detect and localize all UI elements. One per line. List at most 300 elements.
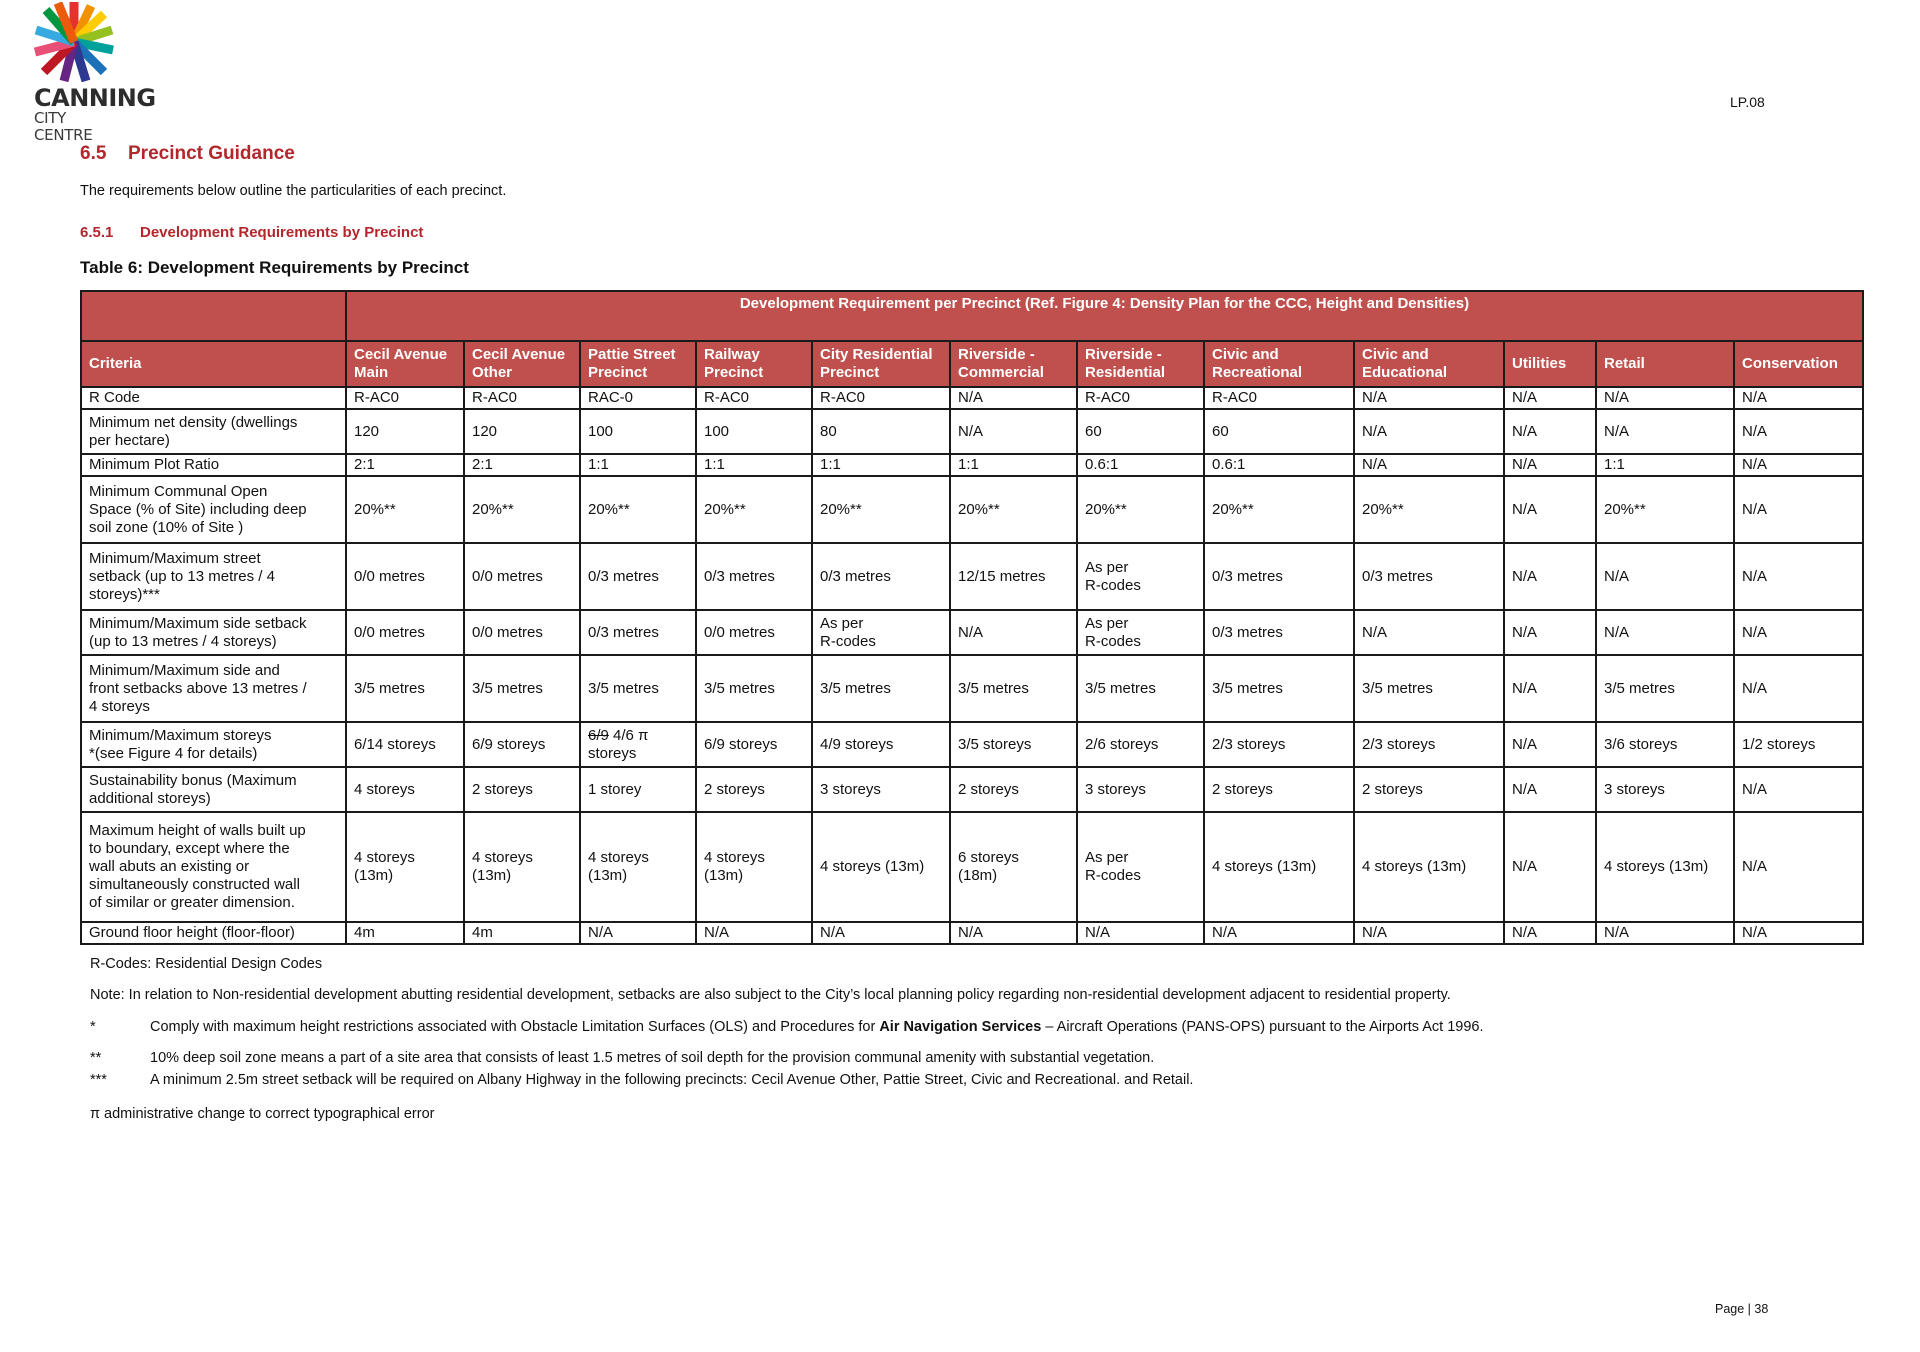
table-cell: [1734, 722, 1863, 767]
cell-line: 0/3 metres: [820, 567, 891, 585]
table-cell: [950, 655, 1077, 722]
rcodes-definition: R-Codes: Residential Design Codes: [90, 956, 323, 972]
cell-line: Minimum Communal Open: [89, 482, 268, 500]
cell-line: 120: [354, 422, 380, 440]
cell-line: Precinct: [588, 364, 648, 381]
cell-line: 0.6:1: [1085, 456, 1119, 473]
cell-line: R-AC0: [1085, 389, 1131, 406]
cell-line: N/A: [1512, 389, 1538, 406]
table-cell: [812, 610, 950, 655]
cell-line: 3/5 metres: [1212, 679, 1283, 697]
table-cell: [1354, 409, 1504, 454]
table-row: [81, 409, 1863, 454]
cell-line: 120: [472, 422, 498, 440]
cell-line: N/A: [1362, 623, 1388, 641]
table-super-header: Development Requirement per Precinct (Ref. Figure 4: Density Plan for the CCC, Height and Densities): [346, 291, 1863, 341]
table-cell: [464, 655, 580, 722]
criteria-cell: [81, 767, 346, 812]
table-cell: [1734, 922, 1863, 944]
table-cell: [696, 767, 812, 812]
table-cell: [580, 812, 696, 922]
table-row: [81, 610, 1863, 655]
table-cell: [346, 476, 464, 543]
column-header: [580, 341, 696, 387]
column-header: [1354, 341, 1504, 387]
cell-line: additional storeys): [89, 789, 211, 807]
cell-line: 3/5 metres: [1604, 679, 1675, 697]
cell-line: soil zone (10% of Site ): [89, 518, 244, 536]
cell-line: N/A: [1512, 567, 1538, 585]
table-cell: [812, 655, 950, 722]
table-cell: [1504, 767, 1596, 812]
table-cell: [1077, 922, 1204, 944]
table-cell: [1504, 409, 1596, 454]
cell-line: Railway: [704, 346, 760, 363]
cell-line: 0/3 metres: [1362, 567, 1433, 585]
table-cell: [696, 454, 812, 476]
table-cell: [696, 387, 812, 409]
table-row: [81, 922, 1863, 944]
cell-line: 3/5 storeys: [958, 735, 1032, 753]
table-cell: [1077, 722, 1204, 767]
table-cell: [1077, 812, 1204, 922]
cell-line: R-AC0: [354, 389, 400, 406]
table-cell: [1077, 476, 1204, 543]
cell-line: 1:1: [704, 456, 725, 473]
cell-line: 1:1: [1604, 456, 1625, 473]
table-cell: [1354, 655, 1504, 722]
cell-line: N/A: [1512, 456, 1538, 473]
cell-line: Minimum/Maximum side setback: [89, 614, 307, 632]
table-cell: [696, 812, 812, 922]
cell-line: Riverside -: [1085, 346, 1162, 363]
table-cell: [1504, 387, 1596, 409]
table-cell: [580, 454, 696, 476]
table-cell: [464, 767, 580, 812]
cell-line: N/A: [1512, 858, 1538, 875]
cell-line: N/A: [1512, 735, 1538, 753]
column-header: [1734, 341, 1863, 387]
table-cell: [1354, 812, 1504, 922]
cell-line: 2 storeys: [1362, 780, 1423, 798]
cell-line: 4 storeys (13m): [1604, 858, 1709, 875]
table-cell: [464, 922, 580, 944]
cell-line: N/A: [1512, 679, 1538, 697]
cell-line: Ground floor height (floor-floor): [89, 924, 295, 941]
table-cell: [696, 476, 812, 543]
cell-line: 2:1: [354, 456, 375, 473]
criteria-cell: [81, 454, 346, 476]
table-cell: [1204, 722, 1354, 767]
cell-line: 0/0 metres: [472, 567, 543, 585]
cell-line: to boundary, except where the: [89, 840, 290, 857]
footnote-bold-text: Air Navigation Services: [879, 1019, 1042, 1035]
table-row: [81, 722, 1863, 767]
cell-line: 1:1: [820, 456, 841, 473]
cell-line: N/A: [1604, 567, 1630, 585]
cell-line: As per: [1085, 849, 1129, 866]
table-cell: [346, 610, 464, 655]
table-cell: [1354, 476, 1504, 543]
cell-line: N/A: [1362, 389, 1388, 406]
table-cell: [1354, 922, 1504, 944]
table-cell: [464, 722, 580, 767]
table-cell: [580, 610, 696, 655]
table-cell: [1596, 722, 1734, 767]
cell-line: N/A: [1512, 780, 1538, 798]
table-cell: [464, 409, 580, 454]
cell-line: 2/3 storeys: [1362, 735, 1436, 753]
footnote-mark: **: [90, 1050, 102, 1066]
table-cell: [1504, 543, 1596, 610]
criteria-cell: [81, 655, 346, 722]
table-cell: [464, 812, 580, 922]
table-cell: [1204, 812, 1354, 922]
cell-line: N/A: [1512, 500, 1538, 518]
section-heading: [80, 143, 295, 165]
criteria-header: Criteria: [81, 341, 346, 387]
criteria-cell: [81, 812, 346, 922]
cell-line: 0/0 metres: [472, 623, 543, 641]
cell-line: N/A: [1604, 422, 1630, 440]
cell-line: (13m): [354, 867, 394, 884]
cell-line: R-AC0: [704, 389, 750, 406]
table-cell: [812, 722, 950, 767]
table-cell: [1354, 387, 1504, 409]
cell-line: 1:1: [958, 456, 979, 473]
cell-line: 3/5 metres: [1362, 679, 1433, 697]
table-cell: [1596, 409, 1734, 454]
cell-line: Cecil Avenue: [354, 346, 448, 363]
cell-line: setback (up to 13 metres / 4: [89, 567, 275, 585]
table-row: [81, 543, 1863, 610]
criteria-cell: [81, 409, 346, 454]
cell-line: Minimum/Maximum street: [89, 549, 261, 567]
table-cell: [580, 387, 696, 409]
cell-line: of similar or greater dimension.: [89, 894, 295, 911]
table-cell: [812, 767, 950, 812]
cell-line: 0/3 metres: [704, 567, 775, 585]
cell-line: 20%**: [1362, 500, 1404, 518]
cell-line: N/A: [1212, 924, 1238, 941]
criteria-cell: [81, 610, 346, 655]
cell-line: R-AC0: [820, 389, 866, 406]
cell-line: N/A: [1512, 924, 1538, 941]
table-cell: [346, 409, 464, 454]
table-row: [81, 767, 1863, 812]
table-cell: [1734, 476, 1863, 543]
table-cell: [812, 812, 950, 922]
cell-line: N/A: [1604, 389, 1630, 406]
column-header: [1504, 341, 1596, 387]
table-cell: [1504, 610, 1596, 655]
cell-line: (13m): [472, 867, 512, 884]
table-cell: [812, 543, 950, 610]
cell-line: 0.6:1: [1212, 456, 1246, 473]
table-cell: [346, 722, 464, 767]
cell-line: As per: [1085, 614, 1129, 632]
cell-line: R-codes: [1085, 632, 1141, 650]
cell-line: 4/6 π: [613, 726, 649, 744]
cell-line: Main: [354, 364, 389, 381]
table-cell: [1596, 454, 1734, 476]
table-cell: [1596, 476, 1734, 543]
cell-line: 2 storeys: [704, 780, 765, 798]
cell-line: N/A: [1604, 623, 1630, 641]
column-header: [346, 341, 464, 387]
table-cell: [812, 409, 950, 454]
table-cell: [1504, 476, 1596, 543]
cell-line: 4 storeys: [472, 849, 533, 866]
cell-line: 0/0 metres: [704, 623, 775, 641]
table-cell: [1596, 610, 1734, 655]
table-cell: [346, 922, 464, 944]
cell-line: N/A: [1362, 456, 1388, 473]
cell-line: Cecil Avenue: [472, 346, 566, 363]
cell-line: 20%**: [472, 500, 514, 518]
table-cell: [696, 655, 812, 722]
cell-line: 2/6 storeys: [1085, 735, 1159, 753]
table-cell: [1354, 767, 1504, 812]
cell-line: N/A: [958, 924, 984, 941]
table-cell: [696, 409, 812, 454]
table-cell: [1204, 454, 1354, 476]
cell-line: Riverside -: [958, 346, 1035, 363]
cell-line: 4m: [472, 924, 493, 941]
cell-line: Residential: [1085, 364, 1166, 381]
intro-paragraph: The requirements below outline the particularities of each precinct.: [80, 183, 507, 199]
cell-line: 3/5 metres: [472, 679, 543, 697]
cell-line: storeys: [588, 744, 637, 762]
cell-line: N/A: [588, 924, 614, 941]
cell-line: R-codes: [1085, 576, 1141, 594]
logo-name: CANNING: [34, 84, 156, 112]
cell-line: Minimum net density (dwellings: [89, 413, 298, 431]
table-cell: [346, 454, 464, 476]
cell-line: wall abuts an existing or: [89, 858, 250, 875]
cell-line: per hectare): [89, 431, 170, 449]
table-cell: [1596, 812, 1734, 922]
cell-line: N/A: [1742, 456, 1768, 473]
table-row: [81, 655, 1863, 722]
general-note: Note: In relation to Non-residential development abutting residential development, setbacks are also subject to the City’s local planning policy regarding non-residential development adjacent to residential property.: [90, 987, 1451, 1003]
cell-line: R-AC0: [472, 389, 518, 406]
cell-line: 2:1: [472, 456, 493, 473]
table-cell: [346, 387, 464, 409]
table-cell: [950, 387, 1077, 409]
cell-line: (13m): [588, 867, 628, 884]
cell-line: storeys)***: [89, 585, 160, 603]
table-cell: [1354, 543, 1504, 610]
footnote-star-2: [90, 1050, 1154, 1066]
cell-line: Pattie Street: [588, 346, 676, 363]
footnote-text-end: – Aircraft Operations (PANS-OPS) pursuant to the Airports Act 1996.: [1041, 1019, 1484, 1035]
table-cell: [950, 767, 1077, 812]
cell-line: 100: [588, 422, 614, 440]
table-cell: [1734, 387, 1863, 409]
criteria-cell: [81, 722, 346, 767]
cell-line: City Residential: [820, 346, 933, 363]
cell-line: 20%**: [1604, 500, 1646, 518]
cell-line: 20%**: [1085, 500, 1127, 518]
cell-line: 12/15 metres: [958, 567, 1046, 585]
cell-line: 60: [1085, 422, 1102, 440]
cell-line: Civic and: [1212, 346, 1279, 363]
table-cell: [1734, 812, 1863, 922]
cell-line: N/A: [1742, 623, 1768, 641]
table-cell: [1204, 922, 1354, 944]
cell-line: 0/3 metres: [588, 623, 659, 641]
cell-line: N/A: [958, 389, 984, 406]
table-cell: [1504, 812, 1596, 922]
table-cell: [1204, 543, 1354, 610]
cell-line: 80: [820, 422, 837, 440]
cell-line: 3/5 metres: [704, 679, 775, 697]
table-cell: [1504, 655, 1596, 722]
table-cell: [1077, 655, 1204, 722]
table-cell: [346, 543, 464, 610]
cell-line: N/A: [1362, 422, 1388, 440]
cell-line: (18m): [958, 867, 998, 884]
table-cell: [1596, 655, 1734, 722]
cell-line: 3 storeys: [1085, 780, 1146, 798]
cell-line: N/A: [958, 422, 984, 440]
table-cell: [812, 922, 950, 944]
cell-line: 1/2 storeys: [1742, 735, 1816, 753]
table-cell: [1354, 610, 1504, 655]
cell-line: 4 storeys: [89, 697, 150, 715]
cell-line: RAC-0: [588, 389, 634, 406]
table-cell: [950, 476, 1077, 543]
cell-line: 6/14 storeys: [354, 735, 436, 753]
table-cell: [1596, 767, 1734, 812]
cell-line: 3/5 metres: [1085, 679, 1156, 697]
table-cell: [812, 476, 950, 543]
cell-line: Sustainability bonus (Maximum: [89, 771, 297, 789]
cell-line: As per: [820, 614, 864, 632]
struck-value: 6/9: [588, 726, 609, 744]
table-cell: [1077, 610, 1204, 655]
table-cell: [1077, 409, 1204, 454]
table-cell: [1504, 454, 1596, 476]
table-cell: [812, 387, 950, 409]
table-cell: [950, 722, 1077, 767]
cell-line: 4 storeys: [354, 780, 415, 798]
table-cell: [1504, 922, 1596, 944]
cell-line: R Code: [89, 389, 140, 406]
subsection-heading: [80, 224, 423, 241]
cell-line: Other: [472, 364, 513, 381]
cell-line: N/A: [1512, 623, 1538, 641]
subsection-title: Development Requirements by Precinct: [140, 224, 424, 241]
table-cell: [346, 812, 464, 922]
cell-line: 4 storeys (13m): [1362, 858, 1467, 875]
column-header: [1077, 341, 1204, 387]
cell-line: Recreational: [1212, 364, 1303, 381]
table-cell: [1596, 543, 1734, 610]
cell-line: Space (% of Site) including deep: [89, 500, 307, 518]
table-column-header-row: [81, 341, 1863, 387]
cell-line: 3/5 metres: [588, 679, 659, 697]
cell-line: Educational: [1362, 364, 1448, 381]
table-cell: [696, 610, 812, 655]
table-cell: [1077, 454, 1204, 476]
table-cell: [1734, 543, 1863, 610]
cell-line: 4 storeys: [704, 849, 765, 866]
cell-line: 1:1: [588, 456, 609, 473]
cell-line: N/A: [1742, 567, 1768, 585]
cell-line: N/A: [1512, 422, 1538, 440]
footnote-text: 10% deep soil zone means a part of a site area that consists of least 1.5 metres of soil depth for the provision communal amenity with substantial vegetation.: [150, 1050, 1155, 1066]
table-cell: [950, 610, 1077, 655]
cell-line: N/A: [1742, 500, 1768, 518]
table-cell: [1354, 454, 1504, 476]
table-super-header-row: [81, 291, 1863, 341]
table-cell: [580, 922, 696, 944]
cell-line: 3/5 metres: [354, 679, 425, 697]
cell-line: 0/3 metres: [1212, 567, 1283, 585]
criteria-cell: [81, 476, 346, 543]
cell-line: 0/0 metres: [354, 567, 425, 585]
subsection-number: 6.5.1: [80, 224, 114, 241]
footnote-text: A minimum 2.5m street setback will be required on Albany Highway in the following precincts: Cecil Avenue Other, Pattie Street, Civic and Recreational. and Retail.: [150, 1072, 1194, 1088]
table-cell: [950, 543, 1077, 610]
cell-line: Minimum/Maximum storeys: [89, 726, 272, 744]
logo: [34, 2, 156, 144]
footnote-mark: *: [90, 1019, 96, 1035]
cell-line: 6 storeys: [958, 849, 1019, 866]
cell-line: 2/3 storeys: [1212, 735, 1286, 753]
cell-line: 20%**: [1212, 500, 1254, 518]
cell-line: N/A: [1742, 858, 1768, 875]
criteria-cell: [81, 922, 346, 944]
table-cell: [950, 454, 1077, 476]
table-cell: [1077, 543, 1204, 610]
table-cell: [464, 610, 580, 655]
cell-line: 3/5 metres: [958, 679, 1029, 697]
cell-line: 4 storeys (13m): [820, 858, 925, 875]
cell-line: Minimum Plot Ratio: [89, 456, 220, 473]
section-number: 6.5: [80, 143, 107, 164]
cell-line: N/A: [1742, 389, 1768, 406]
table-cell: [464, 476, 580, 543]
cell-line: N/A: [1742, 422, 1768, 440]
table-cell: [580, 767, 696, 812]
cell-line: 60: [1212, 422, 1229, 440]
cell-line: Civic and: [1362, 346, 1429, 363]
cell-line: 2 storeys: [1212, 780, 1273, 798]
cell-line: 20%**: [588, 500, 630, 518]
table-cell: [1596, 387, 1734, 409]
table-cell: [1596, 922, 1734, 944]
table-cell: [1734, 655, 1863, 722]
cell-line: N/A: [958, 623, 984, 641]
table-cell: [464, 387, 580, 409]
cell-line: 4 storeys: [354, 849, 415, 866]
table-cell: [346, 655, 464, 722]
cell-line: (13m): [704, 867, 744, 884]
cell-line: 0/3 metres: [1212, 623, 1283, 641]
footnote-star-1: [90, 1019, 1484, 1035]
cell-line: Minimum/Maximum side and: [89, 661, 280, 679]
page-number: Page | 38: [1715, 1302, 1769, 1316]
table-cell: [950, 812, 1077, 922]
cell-line: 1 storey: [588, 780, 642, 798]
cell-line: N/A: [1085, 924, 1111, 941]
table-cell: [1077, 767, 1204, 812]
table-cell: [1204, 387, 1354, 409]
table-cell: [1354, 722, 1504, 767]
